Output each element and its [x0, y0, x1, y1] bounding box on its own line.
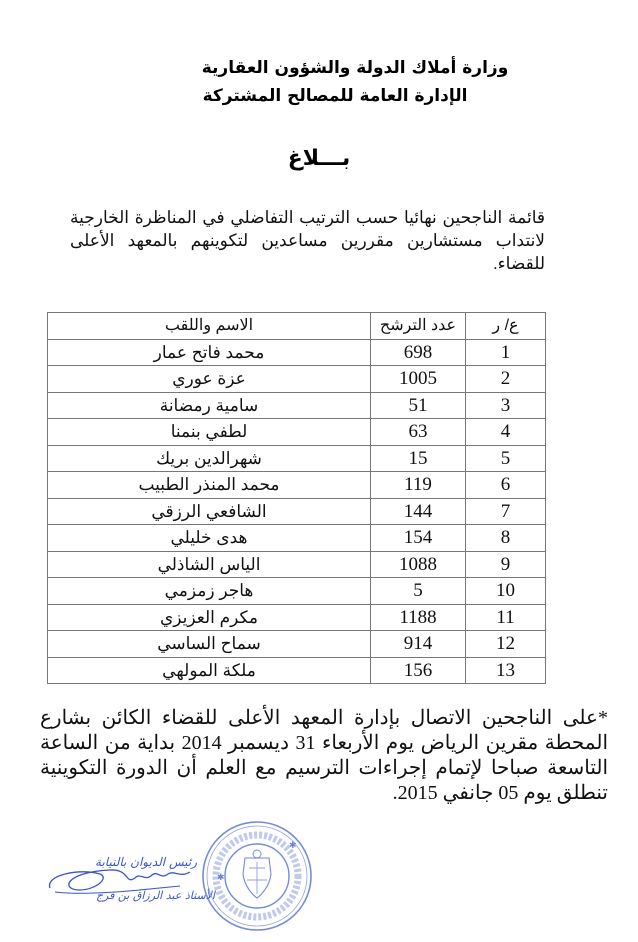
document-title: بـــلاغ — [287, 146, 351, 171]
rank-cell: 4 — [466, 419, 546, 446]
name-cell: شهرالدين بريك — [48, 445, 371, 472]
results-table — [47, 312, 546, 684]
rank-cell: 8 — [466, 525, 546, 552]
table-body — [48, 339, 546, 684]
name-cell: الياس الشاذلي — [48, 551, 371, 578]
directorate-header: الإدارة العامة للمصالح المشتركة — [202, 86, 468, 106]
table-row — [48, 604, 546, 631]
rank-cell: 10 — [466, 578, 546, 605]
name-cell: محمد المنذر الطبيب — [48, 472, 371, 499]
candidate-number-cell: 914 — [371, 631, 466, 658]
header-rank: ع/ ر — [466, 313, 546, 340]
intro-paragraph: قائمة الناجحين نهائيا حسب الترتيب التفاضلي في المناظرة الخارجية لانتداب مستشارين مقررين مساعدين لتكوينهم بالمعهد الأعلى للقضاء. — [70, 208, 545, 273]
table-header-row — [48, 313, 546, 340]
ministry-header: وزارة أملاك الدولة والشؤون العقارية — [201, 58, 509, 78]
table-row — [48, 578, 546, 605]
rank-cell: 9 — [466, 551, 546, 578]
header-candidate-number: عدد الترشح — [371, 313, 466, 340]
official-stamp-icon — [197, 818, 317, 938]
table-row — [48, 366, 546, 393]
table-row — [48, 419, 546, 446]
name-cell: مكرم العزيزي — [48, 604, 371, 631]
svg-text:✱: ✱ — [289, 841, 297, 851]
rank-cell: 1 — [466, 339, 546, 366]
rank-cell: 13 — [466, 657, 546, 684]
rank-cell: 11 — [466, 604, 546, 631]
table-row — [48, 392, 546, 419]
candidate-number-cell: 156 — [371, 657, 466, 684]
name-cell: الشافعي الرزقي — [48, 498, 371, 525]
header-name: الاسم واللقب — [48, 313, 371, 340]
rank-cell: 3 — [466, 392, 546, 419]
rank-cell: 6 — [466, 472, 546, 499]
table-row — [48, 339, 546, 366]
candidate-number-cell: 144 — [371, 498, 466, 525]
rank-cell: 12 — [466, 631, 546, 658]
signature-name: الأستاذ عبد الرزاق بن فرج — [95, 889, 215, 902]
candidate-number-cell: 1005 — [371, 366, 466, 393]
signature-block — [40, 855, 215, 915]
table-row — [48, 657, 546, 684]
table-row — [48, 551, 546, 578]
rank-cell: 2 — [466, 366, 546, 393]
name-cell: عزة عوري — [48, 366, 371, 393]
candidate-number-cell: 698 — [371, 339, 466, 366]
candidate-number-cell: 119 — [371, 472, 466, 499]
name-cell: هاجر زمزمي — [48, 578, 371, 605]
candidate-number-cell: 15 — [371, 445, 466, 472]
table-row — [48, 631, 546, 658]
notice-paragraph: *على الناجحين الاتصال بإدارة المعهد الأعلى للقضاء الكائن بشارع المحطة مقرين الرياض يوم الأربعاء 31 ديسمبر 2014 بداية من الساعة التاسعة صباحا لإتمام إجراءات الترسيم مع العلم أن الدورة التكوينية تنطلق يوم 05 جانفي 2015. — [40, 707, 608, 804]
name-cell: سامية رمضانة — [48, 392, 371, 419]
candidate-number-cell: 51 — [371, 392, 466, 419]
svg-text:✱: ✱ — [217, 873, 225, 883]
rank-cell: 7 — [466, 498, 546, 525]
rank-cell: 5 — [466, 445, 546, 472]
name-cell: لطفي بنمنا — [48, 419, 371, 446]
name-cell: ملكة المولهي — [48, 657, 371, 684]
table-row — [48, 525, 546, 552]
candidate-number-cell: 1188 — [371, 604, 466, 631]
candidate-number-cell: 63 — [371, 419, 466, 446]
candidate-number-cell: 154 — [371, 525, 466, 552]
table-row — [48, 472, 546, 499]
name-cell: هدى خليلي — [48, 525, 371, 552]
name-cell: سماح الساسي — [48, 631, 371, 658]
table-row — [48, 445, 546, 472]
name-cell: محمد فاتح عمار — [48, 339, 371, 366]
candidate-number-cell: 5 — [371, 578, 466, 605]
table-row — [48, 498, 546, 525]
candidate-number-cell: 1088 — [371, 551, 466, 578]
signature-title: رئيس الديوان بالنيابة — [95, 855, 197, 869]
